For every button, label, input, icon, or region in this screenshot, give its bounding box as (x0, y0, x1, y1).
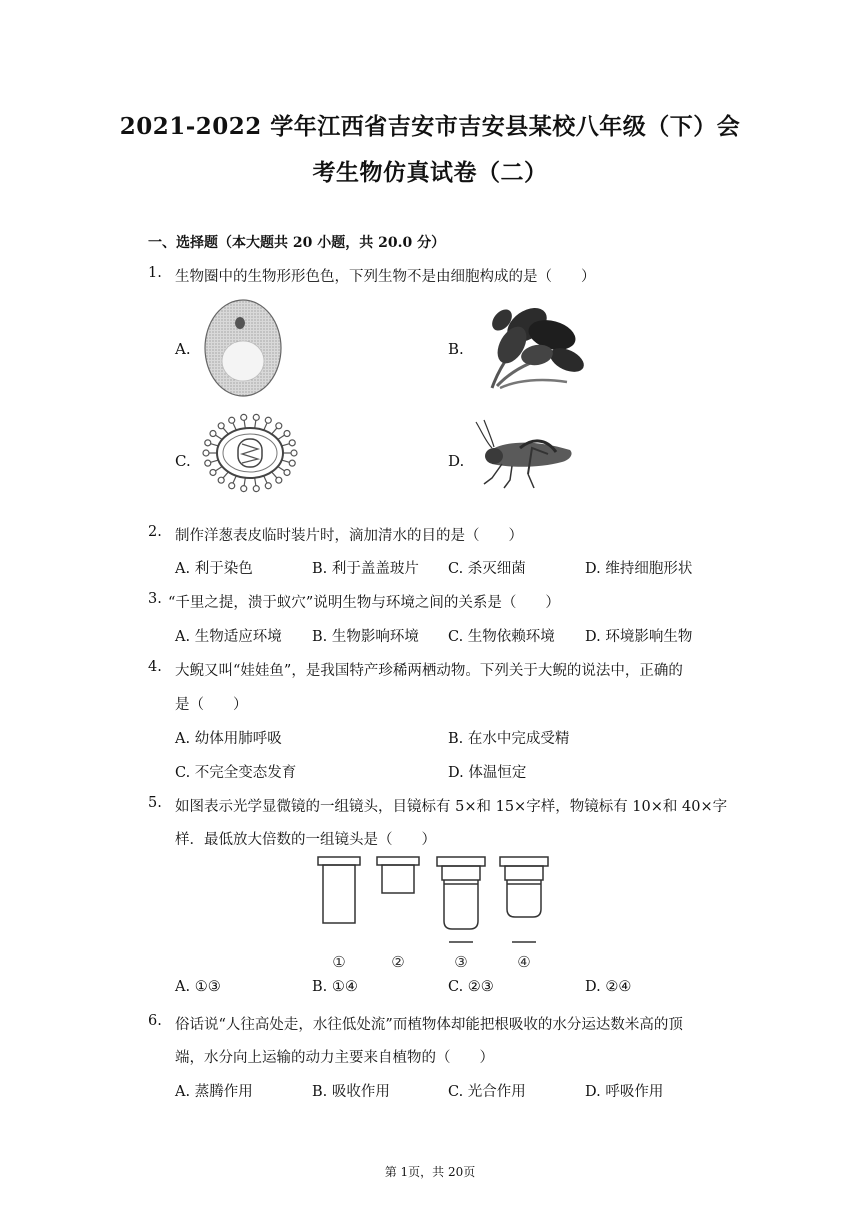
grasshopper-icon (470, 418, 582, 494)
section-heading: 一、选择题（本大题共 20 小题，共 20.0 分） (148, 235, 446, 251)
q1-option-b-label: B. (448, 340, 464, 358)
lens-3-objective-long-icon (437, 857, 485, 942)
lens-label-1: ① (332, 953, 346, 971)
q5-option-b: B. ①④ (312, 979, 358, 995)
q2-option-c: C. 杀灭细菌 (448, 561, 526, 577)
question-1-text: 生物圈中的生物形形色色，下列生物不是由细胞构成的是（ ） (175, 269, 596, 285)
q5-option-a: A. ①③ (175, 979, 221, 995)
question-2-number: 2. (148, 524, 162, 540)
question-4-number: 4. (148, 659, 162, 675)
question-5-number: 5. (148, 795, 162, 811)
q5-option-d: D. ②④ (585, 979, 632, 995)
q2-option-b: B. 利于盖盖玻片 (312, 561, 419, 577)
lens-label-2: ② (391, 953, 405, 971)
q2-option-a: A. 利于染色 (175, 561, 253, 577)
question-2-text: 制作洋葱表皮临时装片时，滴加清水的目的是（ ） (175, 528, 523, 544)
question-6-text-line2: 端，水分向上运输的动力主要来自植物的（ ） (175, 1050, 494, 1066)
question-3-text: “千里之提，溃于蚁穴”说明生物与环境之间的关系是（ ） (168, 595, 560, 611)
q6-option-c: C. 光合作用 (448, 1084, 526, 1100)
q1-option-c-label: C. (175, 452, 191, 470)
spinach-icon (472, 300, 590, 392)
q4-option-c: C. 不完全变态发育 (175, 765, 297, 781)
exam-title-line2: 考生物仿真试卷（二） (312, 159, 548, 186)
q6-option-d: D. 呼吸作用 (585, 1084, 664, 1100)
question-1-number: 1. (148, 265, 162, 281)
question-3-number: 3. (148, 591, 162, 607)
microscope-lenses-figure (315, 853, 555, 973)
q1-option-a-label: A. (175, 340, 191, 358)
page-footer: 第 1页，共 20页 (384, 1165, 476, 1179)
cell-icon (203, 298, 283, 398)
lens-4-objective-short-icon (500, 857, 548, 942)
lens-label-3: ③ (454, 953, 468, 971)
q5-option-c: C. ②③ (448, 979, 494, 995)
virus-icon (200, 413, 300, 493)
q2-option-d: D. 维持细胞形状 (585, 561, 693, 577)
q6-option-a: A. 蒸腾作用 (175, 1084, 253, 1100)
q4-option-a: A. 幼体用肺呼吸 (175, 731, 282, 747)
q3-option-a: A. 生物适应环境 (175, 629, 282, 645)
q6-option-b: B. 吸收作用 (312, 1084, 390, 1100)
question-4-text-line1: 大鲵又叫“娃娃鱼”，是我国特产珍稀两栖动物。下列关于大鲵的说法中，正确的 (175, 663, 683, 679)
q1-option-d-label: D. (448, 452, 465, 470)
question-5-text-line1: 如图表示光学显微镜的一组镜头，目镜标有 5×和 15×字样，物镜标有 10×和 40×字 (175, 799, 728, 815)
q3-option-b: B. 生物影响环境 (312, 629, 419, 645)
exam-title-line1: 2021-2022 学年江西省吉安市吉安县某校八年级（下）会 (119, 113, 741, 140)
q3-option-d: D. 环境影响生物 (585, 629, 693, 645)
lens-1-eyepiece-long-icon (318, 857, 360, 923)
question-5-text-line2: 样．最低放大倍数的一组镜头是（ ） (175, 832, 436, 848)
q4-option-d: D. 体温恒定 (448, 765, 527, 781)
lens-label-4: ④ (517, 953, 531, 971)
question-6-number: 6. (148, 1013, 162, 1029)
lens-2-eyepiece-short-icon (377, 857, 419, 893)
question-4-text-line2: 是（ ） (175, 697, 248, 713)
q3-option-c: C. 生物依赖环境 (448, 629, 555, 645)
q4-option-b: B. 在水中完成受精 (448, 731, 570, 747)
question-6-text-line1: 俗话说“人往高处走，水往低处流”而植物体却能把根吸收的水分运达数米高的顶 (175, 1017, 683, 1033)
